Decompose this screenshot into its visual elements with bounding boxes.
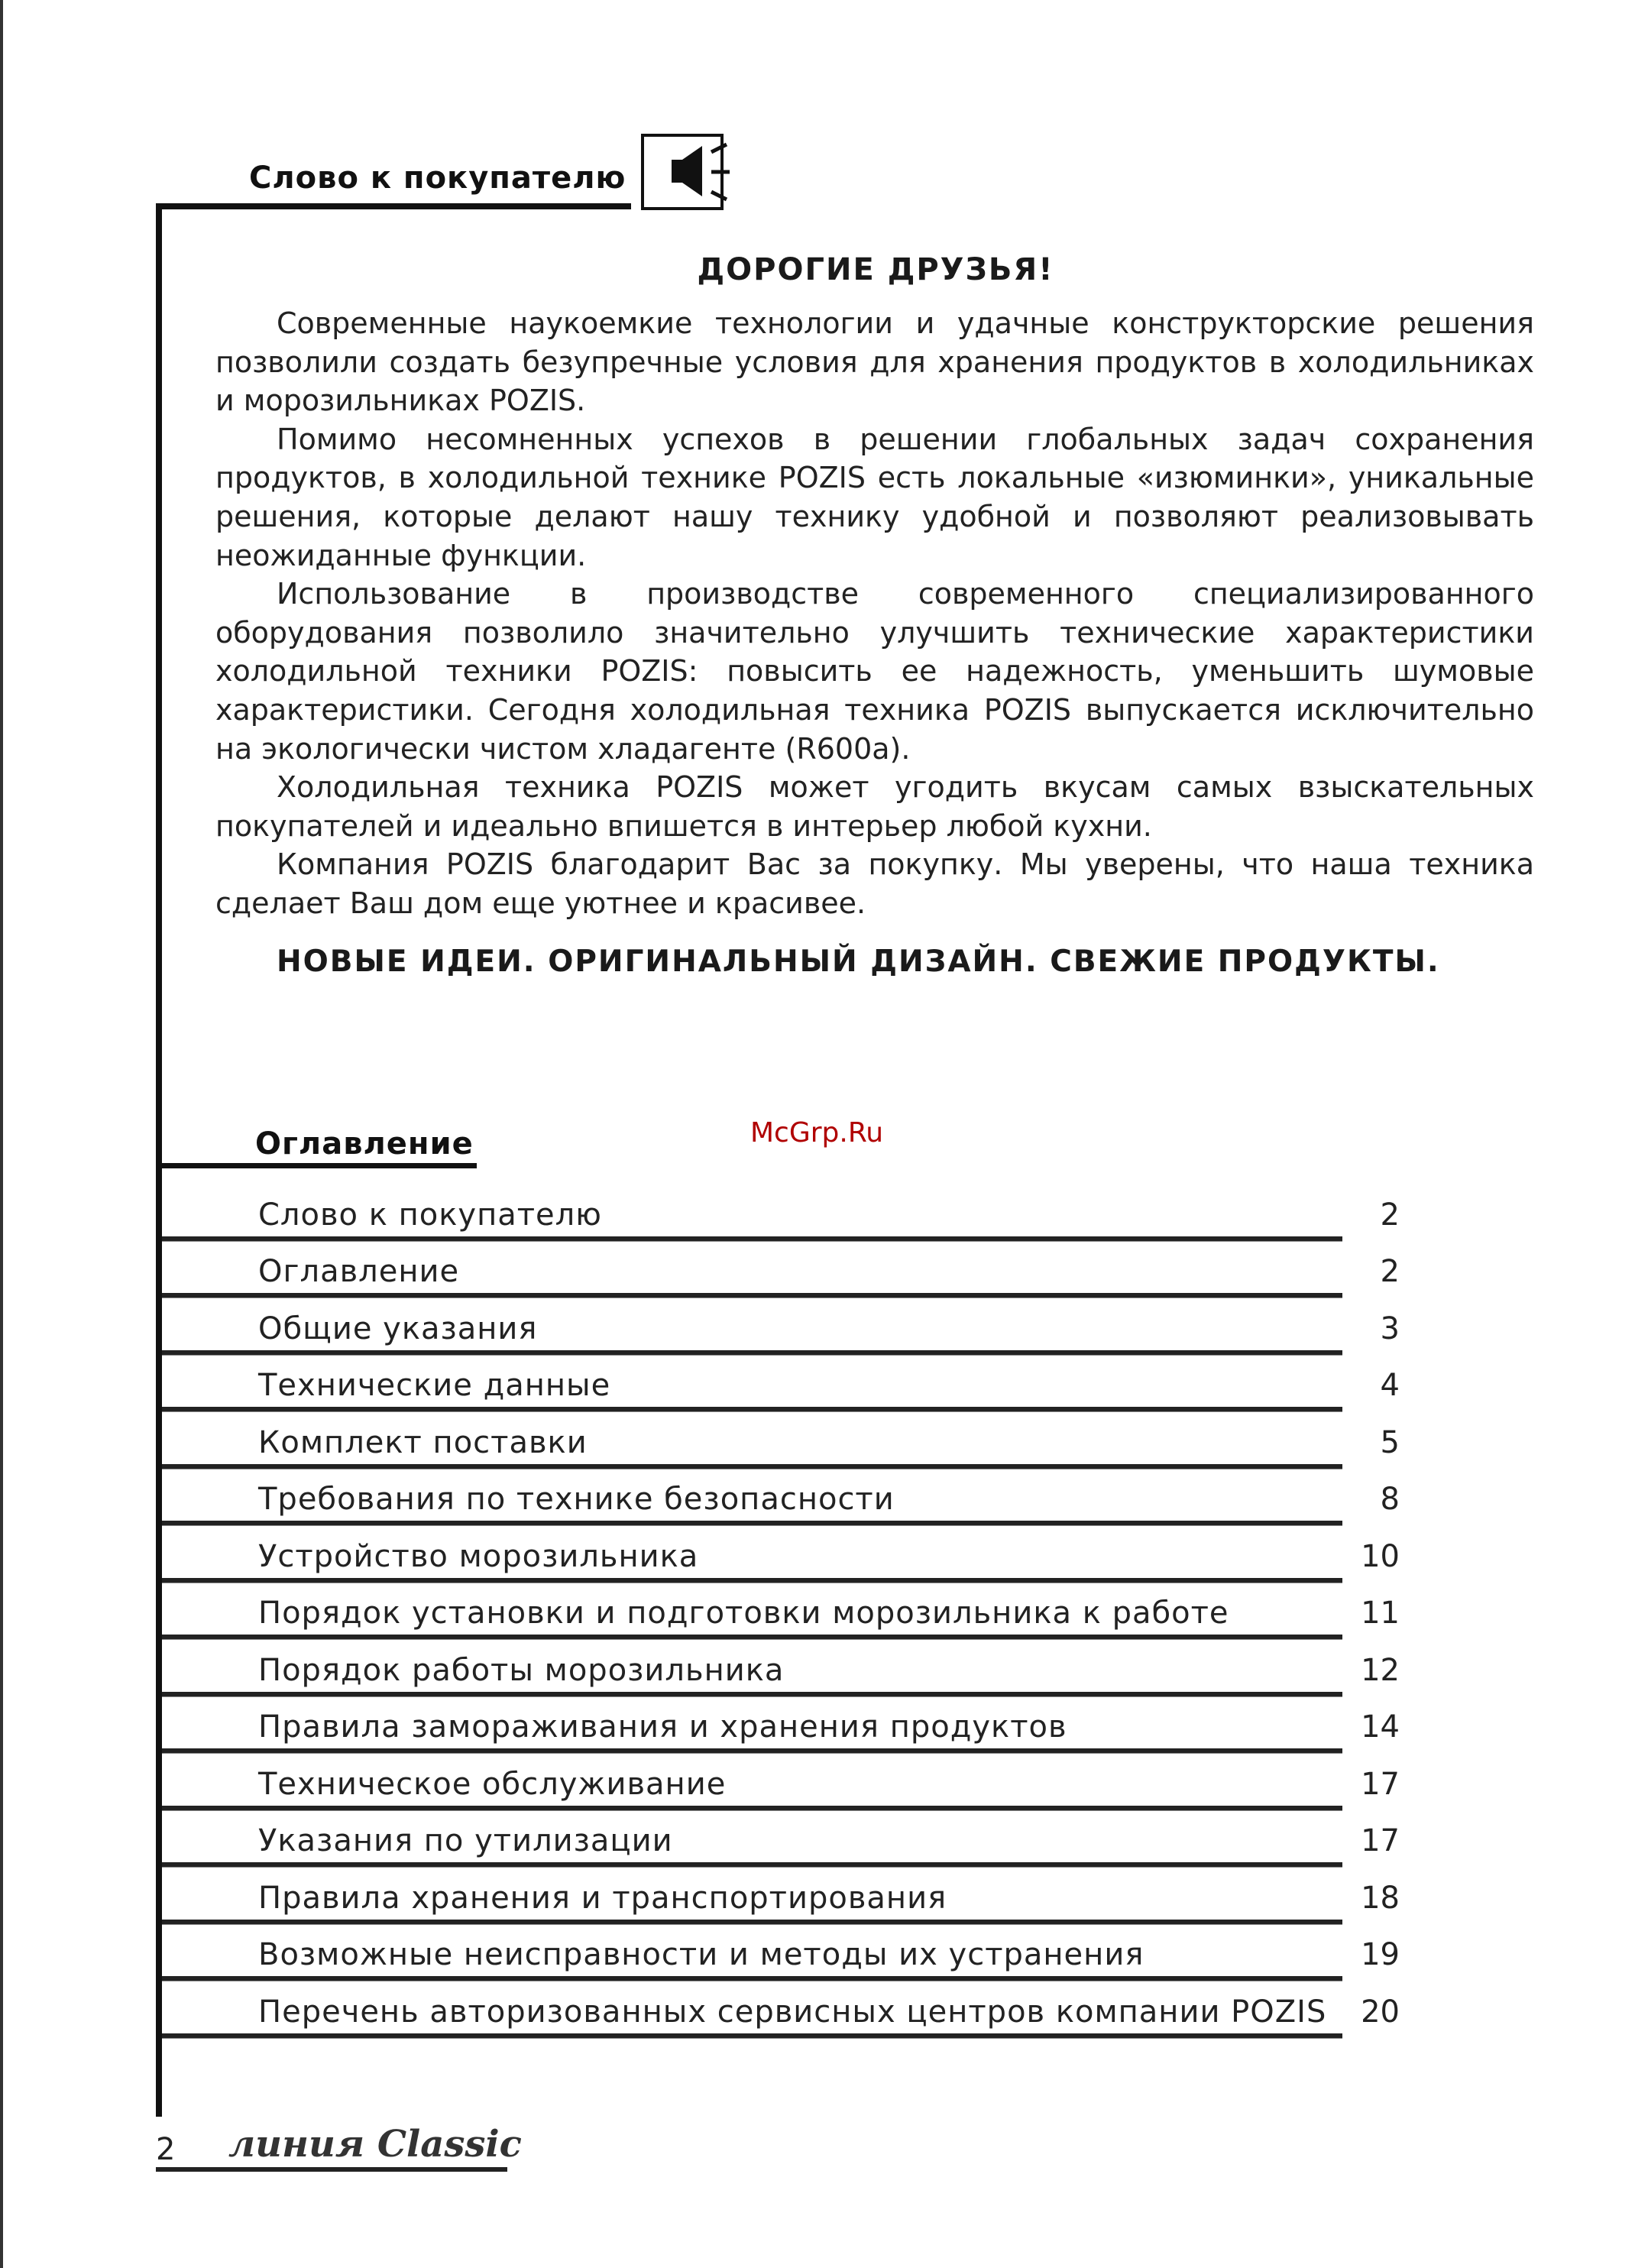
toc-item-label: Общие указания bbox=[258, 1311, 538, 1346]
intro-paragraph: Использование в производстве современного специализированного оборудования позволило значительно улучшить технические характеристики холодильной техники POZIS: повысить ее надежность, уменьшить шумовые характеристики. Сегодня холодильная техника POZIS выпускается исключительно на экологически чистом хладагенте (R600a). bbox=[215, 577, 1534, 766]
toc-item-page: 4 bbox=[1380, 1368, 1400, 1403]
intro-body bbox=[215, 304, 1534, 923]
toc-item-page: 17 bbox=[1361, 1823, 1400, 1858]
toc-item-label: Указания по утилизации bbox=[258, 1823, 673, 1858]
toc-row-rule bbox=[162, 2033, 1342, 2039]
toc-row-rule bbox=[162, 1521, 1342, 1526]
footer-rule bbox=[156, 2167, 507, 2172]
toc-row-rule bbox=[162, 1578, 1342, 1583]
toc-row bbox=[162, 1981, 1400, 2039]
toc-row-rule bbox=[162, 1464, 1342, 1469]
intro-section-title: Слово к покупателю bbox=[249, 160, 626, 196]
toc-item-label: Требования по технике безопасности bbox=[258, 1482, 895, 1517]
intro-paragraph: Помимо несомненных успехов в решении глобальных задач сохранения продуктов, в холодильной технике POZIS есть локальные «изюминки», уникальные решения, которые делают нашу технику удобной и позволяют реализовывать неожиданные функции. bbox=[215, 422, 1534, 572]
toc-item-label: Порядок установки и подготовки морозильника к работе bbox=[258, 1596, 1229, 1631]
toc-row-rule bbox=[162, 1236, 1342, 1242]
toc-row bbox=[162, 1184, 1400, 1242]
toc-list bbox=[162, 1184, 1400, 2039]
toc-item-page: 3 bbox=[1380, 1311, 1400, 1346]
toc-item-label: Возможные неисправности и методы их устранения bbox=[258, 1937, 1144, 1972]
toc-item-label: Правила замораживания и хранения продуктов bbox=[258, 1709, 1067, 1745]
toc-item-label: Перечень авторизованных сервисных центров компании POZIS bbox=[258, 1994, 1327, 2030]
toc-row bbox=[162, 1925, 1400, 1982]
toc-item-page: 2 bbox=[1380, 1254, 1400, 1289]
toc-row bbox=[162, 1356, 1400, 1413]
toc-item-page: 11 bbox=[1361, 1596, 1400, 1631]
toc-row-rule bbox=[162, 1350, 1342, 1356]
watermark: McGrp.Ru bbox=[750, 1117, 884, 1149]
toc-row bbox=[162, 1242, 1400, 1299]
toc-item-label: Оглавление bbox=[258, 1254, 460, 1289]
toc-item-page: 14 bbox=[1361, 1709, 1400, 1745]
intro-paragraph: Современные наукоемкие технологии и удачные конструкторские решения позволили создать безупречные условия для хранения продуктов в холодильниках и морозильниках POZIS. bbox=[215, 306, 1534, 418]
toc-item-page: 19 bbox=[1361, 1937, 1400, 1972]
greeting-heading: ДОРОГИЕ ДРУЗЬЯ! bbox=[697, 252, 1054, 287]
toc-row bbox=[162, 1469, 1400, 1527]
toc-row bbox=[162, 1583, 1400, 1641]
intro-paragraph: Холодильная техника POZIS может угодить вкусам самых взыскательных покупателей и идеально впишется в интерьер любой кухни. bbox=[215, 770, 1534, 843]
toc-row-rule bbox=[162, 1920, 1342, 1925]
toc-row bbox=[162, 1811, 1400, 1868]
toc-item-page: 20 bbox=[1361, 1994, 1400, 2030]
toc-row-rule bbox=[162, 1748, 1342, 1754]
toc-item-label: Устройство морозильника bbox=[258, 1538, 699, 1574]
toc-item-label: Техническое обслуживание bbox=[258, 1766, 727, 1802]
intro-title-underline bbox=[156, 203, 631, 209]
toc-row bbox=[162, 1640, 1400, 1697]
toc-item-page: 8 bbox=[1380, 1482, 1400, 1517]
toc-item-page: 5 bbox=[1380, 1424, 1400, 1460]
toc-row bbox=[162, 1298, 1400, 1356]
toc-item-label: Слово к покупателю bbox=[258, 1197, 602, 1233]
toc-item-label: Технические данные bbox=[258, 1368, 611, 1403]
left-margin-bar bbox=[156, 206, 162, 2117]
toc-row-rule bbox=[162, 1976, 1342, 1981]
toc-row-rule bbox=[162, 1692, 1342, 1697]
toc-item-label: Комплект поставки bbox=[258, 1424, 588, 1460]
speaker-icon bbox=[641, 134, 748, 210]
toc-row-rule bbox=[162, 1407, 1342, 1412]
footer-page-number: 2 bbox=[156, 2132, 176, 2167]
footer-brand-logo: линия Classic bbox=[228, 2123, 522, 2166]
intro-paragraph: Компания POZIS благодарит Вас за покупку. Мы уверены, что наша техника сделает Ваш дом еще уютнее и красивее. bbox=[215, 847, 1534, 920]
toc-title: Оглавление bbox=[255, 1126, 474, 1162]
toc-row-rule bbox=[162, 1862, 1342, 1868]
toc-item-label: Порядок работы морозильника bbox=[258, 1652, 785, 1688]
toc-row bbox=[162, 1412, 1400, 1469]
toc-row bbox=[162, 1526, 1400, 1583]
toc-item-page: 2 bbox=[1380, 1197, 1400, 1233]
toc-row bbox=[162, 1697, 1400, 1754]
toc-title-underline bbox=[162, 1163, 477, 1168]
toc-item-page: 10 bbox=[1361, 1538, 1400, 1574]
toc-row bbox=[162, 1754, 1400, 1811]
toc-item-page: 18 bbox=[1361, 1880, 1400, 1916]
slogan: НОВЫЕ ИДЕИ. ОРИГИНАЛЬНЫЙ ДИЗАЙН. СВЕЖИЕ ПРОДУКТЫ. bbox=[277, 944, 1440, 979]
toc-row-rule bbox=[162, 1635, 1342, 1640]
toc-item-page: 12 bbox=[1361, 1652, 1400, 1688]
toc-row-rule bbox=[162, 1293, 1342, 1298]
toc-item-label: Правила хранения и транспортирования bbox=[258, 1880, 947, 1916]
toc-row-rule bbox=[162, 1806, 1342, 1811]
toc-item-page: 17 bbox=[1361, 1766, 1400, 1802]
toc-row bbox=[162, 1868, 1400, 1925]
